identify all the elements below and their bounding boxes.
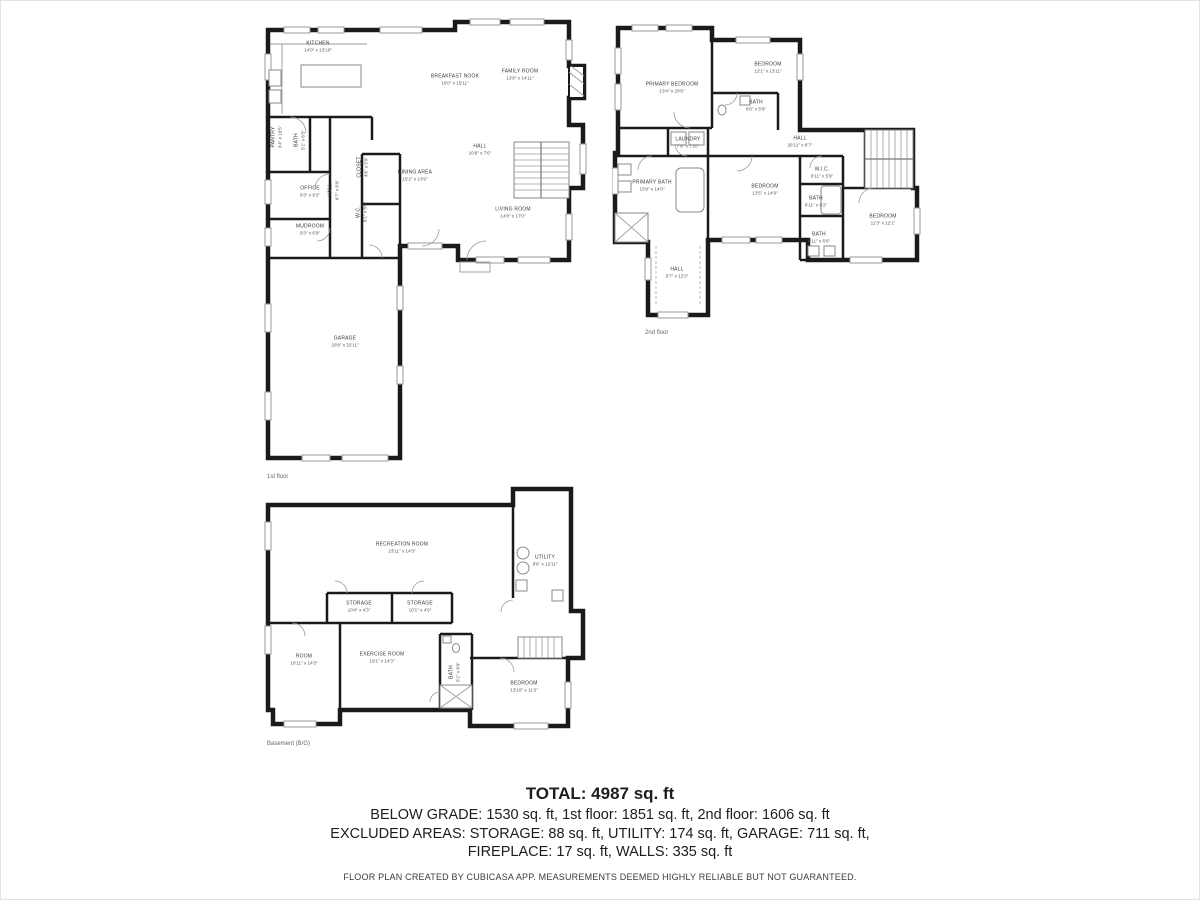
room-label-bath-basement: BATH 5'2" x 8'9": [448, 661, 461, 683]
room-label-utility: UTILITY 8'6" x 12'11": [532, 554, 558, 567]
room-label-room: ROOM 10'11" x 14'3": [290, 653, 318, 666]
room-label-recreation-room: RECREATION ROOM 23'11" x 14'3": [375, 541, 429, 554]
excluded-areas-line: EXCLUDED AREAS: STORAGE: 88 sq. ft, UTILITY: 174 sq. ft, GARAGE: 711 sq. ft,: [330, 825, 870, 842]
room-label-office: OFFICE 9'3" x 9'2": [299, 185, 321, 198]
basement-staircase: [518, 637, 562, 658]
room-label-mudroom: MUDROOM 9'3" x 6'9": [295, 223, 325, 236]
upper-staircase: [865, 130, 913, 188]
room-label-bath-low: BATH 6'11" x 6'6": [807, 231, 831, 244]
room-label-family-room: FAMILY ROOM 13'8" x 14'11": [501, 68, 539, 81]
kitchen-fixtures: [269, 44, 367, 114]
room-label-bedroom-mid: BEDROOM 13'5" x 14'9": [751, 183, 779, 196]
first-floor-caption: 1st floor: [267, 474, 289, 480]
room-label-pantry: PANTRY 3'4" x 10'5": [270, 125, 283, 149]
room-label-wc: W.C. 6'1" x 8'6": [355, 201, 368, 223]
room-label-wic: W.I.C. 6'11" x 5'9": [810, 166, 834, 179]
basement-caption: Basement (B/G): [267, 741, 311, 747]
total-area-line: TOTAL: 4987 sq. ft: [525, 784, 675, 803]
basement-plan: [262, 486, 598, 756]
first-floor-plan: [262, 14, 598, 500]
room-label-bedroom-top: BEDROOM 12'1" x 13'11": [754, 61, 782, 74]
room-label-garage: GARAGE 20'8" x 32'11": [331, 335, 359, 348]
room-label-dining-area: DINING AREA 15'2" x 13'9": [397, 169, 433, 182]
second-floor-caption: 2nd floor: [645, 330, 669, 336]
room-label-bedroom-right: BEDROOM 11'3" x 12'1": [869, 213, 897, 226]
first-floor-drawing: [262, 14, 598, 500]
fireplace-icon: [569, 66, 584, 98]
room-label-bath-mid: BATH 6'11" x 6'2": [804, 195, 828, 208]
room-label-kitchen: KITCHEN 14'0" x 13'10": [304, 40, 332, 53]
room-label-hall-lower: HALL 9'7" x 12'3": [665, 266, 689, 279]
room-label-hall-side: HALL 6'7" x 8'9": [327, 179, 340, 201]
room-label-living-room: LIVING ROOM 14'8" x 17'0": [495, 206, 531, 219]
floor-areas-line: BELOW GRADE: 1530 sq. ft, 1st floor: 1851 sq. ft, 2nd floor: 1606 sq. ft: [370, 807, 830, 823]
second-floor-plan: [612, 18, 932, 348]
staircase: [514, 142, 569, 198]
basement-drawing: [262, 486, 598, 756]
room-label-closet: CLOSET 4'6" x 5'9": [356, 156, 369, 178]
area-summary: [0, 784, 1200, 862]
excluded-areas-line-2: FIREPLACE: 17 sq. ft, WALLS: 335 sq. ft: [467, 844, 733, 860]
furnace-area: [440, 685, 472, 708]
room-label-storage-2: STORAGE 10'1" x 4'9": [407, 600, 433, 613]
room-label-breakfast-nook: BREAKFAST NOOK 16'0" x 15'11": [430, 73, 480, 86]
basement-bath-fixtures: [443, 636, 460, 653]
room-label-storage-1: STORAGE 10'4" x 4'3": [346, 600, 372, 613]
room-label-primary-bedroom: PRIMARY BEDROOM 13'4" x 20'8": [645, 81, 699, 94]
room-label-exercise-room: EXERCISE ROOM 19'1" x 14'3": [359, 651, 405, 664]
disclaimer-text: FLOOR PLAN CREATED BY CUBICASA APP. MEASUREMENTS DEEMED HIGHLY RELIABLE BUT NOT GUARANTEED.: [343, 872, 857, 882]
room-label-primary-bath: PRIMARY BATH 15'9" x 14'0": [632, 179, 672, 192]
room-label-hall-first: HALL 10'9" x 7'6": [468, 143, 492, 156]
basement-doors: [292, 581, 514, 702]
room-label-bath-top: BATH 8'0" x 5'9": [745, 99, 767, 112]
room-label-laundry: LAUNDRY 7'9" x 7'10": [675, 136, 701, 149]
room-label-bedroom-basement: BEDROOM 13'10" x 11'3": [510, 680, 538, 693]
room-label-hall-second: HALL 26'11" x 6'7": [787, 135, 813, 148]
room-label-bath-first: BATH 5'2" x 6'5": [293, 129, 306, 151]
